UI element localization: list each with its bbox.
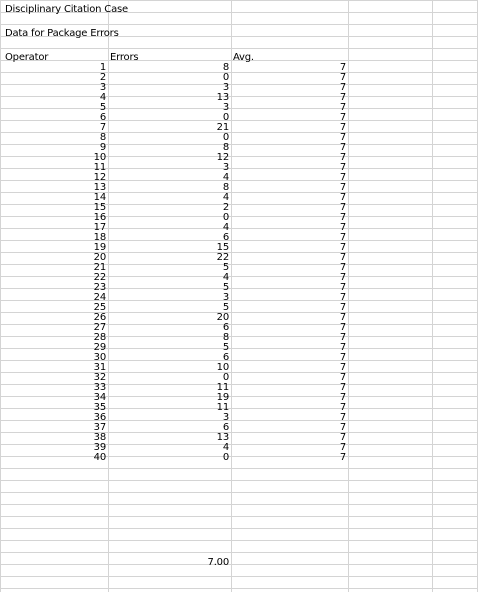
errors-cell[interactable]: 20 [216,312,229,323]
row-gridline [0,540,478,541]
errors-cell[interactable]: 0 [222,212,229,223]
row-gridline [0,468,478,469]
operator-cell[interactable]: 39 [93,442,106,453]
row-gridline [0,552,478,553]
avg-cell[interactable]: 7 [339,432,346,443]
errors-cell[interactable]: 3 [222,292,229,303]
operator-cell[interactable]: 2 [99,72,106,83]
operator-cell[interactable]: 23 [93,282,106,293]
avg-cell[interactable]: 7 [339,82,346,93]
avg-cell[interactable]: 7 [339,122,346,133]
avg-cell[interactable]: 7 [339,162,346,173]
avg-cell[interactable]: 7 [339,312,346,323]
avg-cell[interactable]: 7 [339,142,346,153]
operator-cell[interactable]: 25 [93,302,106,313]
operator-cell[interactable]: 12 [93,172,106,183]
operator-cell[interactable]: 36 [93,412,106,423]
errors-cell[interactable]: 4 [222,222,229,233]
operator-cell[interactable]: 38 [93,432,106,443]
column-gridline [231,0,232,592]
avg-cell[interactable]: 7 [339,192,346,203]
operator-cell[interactable]: 8 [99,132,106,143]
avg-cell[interactable]: 7 [339,72,346,83]
errors-cell[interactable]: 8 [222,182,229,193]
operator-cell[interactable]: 3 [99,82,106,93]
row-gridline [0,516,478,517]
operator-cell[interactable]: 19 [93,242,106,253]
avg-cell[interactable]: 7 [339,362,346,373]
operator-cell[interactable]: 28 [93,332,106,343]
errors-cell[interactable]: 8 [222,62,229,73]
errors-cell[interactable]: 4 [222,172,229,183]
errors-cell[interactable]: 21 [216,122,229,133]
operator-cell[interactable]: 34 [93,392,106,403]
errors-cell[interactable]: 15 [216,242,229,253]
avg-cell[interactable]: 7 [339,282,346,293]
errors-cell[interactable]: 2 [222,202,229,213]
errors-cell[interactable]: 5 [222,282,229,293]
avg-cell[interactable]: 7 [339,422,346,433]
errors-cell[interactable]: 3 [222,82,229,93]
avg-cell[interactable]: 7 [339,172,346,183]
avg-cell[interactable]: 7 [339,352,346,363]
row-gridline [0,480,478,481]
errors-cell[interactable]: 10 [216,362,229,373]
operator-cell[interactable]: 37 [93,422,106,433]
avg-cell[interactable]: 7 [339,402,346,413]
avg-cell[interactable]: 7 [339,262,346,273]
operator-cell[interactable]: 33 [93,382,106,393]
avg-cell[interactable]: 7 [339,452,346,463]
operator-cell[interactable]: 29 [93,342,106,353]
avg-cell[interactable]: 7 [339,212,346,223]
errors-cell[interactable]: 5 [222,302,229,313]
operator-cell[interactable]: 10 [93,152,106,163]
sheet-subtitle[interactable]: Data for Package Errors [5,28,119,39]
avg-cell[interactable]: 7 [339,202,346,213]
operator-cell[interactable]: 30 [93,352,106,363]
row-gridline [0,528,478,529]
operator-cell[interactable]: 16 [93,212,106,223]
operator-cell[interactable]: 21 [93,262,106,273]
avg-cell[interactable]: 7 [339,442,346,453]
errors-cell[interactable]: 8 [222,142,229,153]
operator-cell[interactable]: 4 [99,92,106,103]
operator-cell[interactable]: 5 [99,102,106,113]
avg-cell[interactable]: 7 [339,112,346,123]
average-cell[interactable]: 7.00 [207,557,229,568]
column-header-operator[interactable]: Operator [5,52,49,63]
errors-cell[interactable]: 3 [222,412,229,423]
operator-cell[interactable]: 11 [93,162,106,173]
avg-cell[interactable]: 7 [339,382,346,393]
errors-cell[interactable]: 6 [222,232,229,243]
errors-cell[interactable]: 0 [222,132,229,143]
avg-cell[interactable]: 7 [339,332,346,343]
errors-cell[interactable]: 6 [222,352,229,363]
operator-cell[interactable]: 18 [93,232,106,243]
column-gridline [108,0,109,592]
row-gridline [0,588,478,589]
avg-cell[interactable]: 7 [339,322,346,333]
errors-cell[interactable]: 3 [222,162,229,173]
errors-cell[interactable]: 6 [222,422,229,433]
errors-cell[interactable]: 6 [222,322,229,333]
avg-cell[interactable]: 7 [339,412,346,423]
operator-cell[interactable]: 35 [93,402,106,413]
avg-cell[interactable]: 7 [339,292,346,303]
column-gridline [432,0,433,592]
row-gridline [0,504,478,505]
errors-cell[interactable]: 12 [216,152,229,163]
errors-cell[interactable]: 5 [222,342,229,353]
operator-cell[interactable]: 14 [93,192,106,203]
errors-cell[interactable]: 13 [216,432,229,443]
row-gridline [0,0,478,1]
errors-cell[interactable]: 4 [222,192,229,203]
errors-cell[interactable]: 4 [222,442,229,453]
avg-cell[interactable]: 7 [339,152,346,163]
errors-cell[interactable]: 19 [216,392,229,403]
operator-cell[interactable]: 9 [99,142,106,153]
errors-cell[interactable]: 11 [216,382,229,393]
row-gridline [0,48,478,49]
column-header-avg[interactable]: Avg. [233,52,254,63]
errors-cell[interactable]: 0 [222,72,229,83]
row-gridline [0,576,478,577]
errors-cell[interactable]: 3 [222,102,229,113]
operator-cell[interactable]: 20 [93,252,106,263]
avg-cell[interactable]: 7 [339,92,346,103]
column-gridline [0,0,1,592]
avg-cell[interactable]: 7 [339,222,346,233]
avg-cell[interactable]: 7 [339,232,346,243]
operator-cell[interactable]: 26 [93,312,106,323]
avg-cell[interactable]: 7 [339,132,346,143]
avg-cell[interactable]: 7 [339,272,346,283]
avg-cell[interactable]: 7 [339,182,346,193]
errors-cell[interactable]: 0 [222,452,229,463]
errors-cell[interactable]: 5 [222,262,229,273]
avg-cell[interactable]: 7 [339,62,346,73]
operator-cell[interactable]: 40 [93,452,106,463]
operator-cell[interactable]: 7 [99,122,106,133]
operator-cell[interactable]: 31 [93,362,106,373]
row-gridline [0,564,478,565]
row-gridline [0,492,478,493]
errors-cell[interactable]: 4 [222,272,229,283]
errors-cell[interactable]: 13 [216,92,229,103]
operator-cell[interactable]: 13 [93,182,106,193]
errors-cell[interactable]: 8 [222,332,229,343]
operator-cell[interactable]: 6 [99,112,106,123]
avg-cell[interactable]: 7 [339,302,346,313]
errors-cell[interactable]: 0 [222,372,229,383]
column-gridline [348,0,349,592]
operator-cell[interactable]: 15 [93,202,106,213]
errors-cell[interactable]: 0 [222,112,229,123]
row-gridline [0,24,478,25]
operator-cell[interactable]: 1 [99,62,106,73]
avg-cell[interactable]: 7 [339,102,346,113]
sheet-title[interactable]: Disciplinary Citation Case [5,4,128,15]
column-header-errors[interactable]: Errors [110,52,139,63]
errors-cell[interactable]: 11 [216,402,229,413]
avg-cell[interactable]: 7 [339,242,346,253]
operator-cell[interactable]: 27 [93,322,106,333]
operator-cell[interactable]: 24 [93,292,106,303]
avg-cell[interactable]: 7 [339,392,346,403]
operator-cell[interactable]: 32 [93,372,106,383]
avg-cell[interactable]: 7 [339,252,346,263]
errors-cell[interactable]: 22 [216,252,229,263]
avg-cell[interactable]: 7 [339,342,346,353]
avg-cell[interactable]: 7 [339,372,346,383]
operator-cell[interactable]: 22 [93,272,106,283]
operator-cell[interactable]: 17 [93,222,106,233]
